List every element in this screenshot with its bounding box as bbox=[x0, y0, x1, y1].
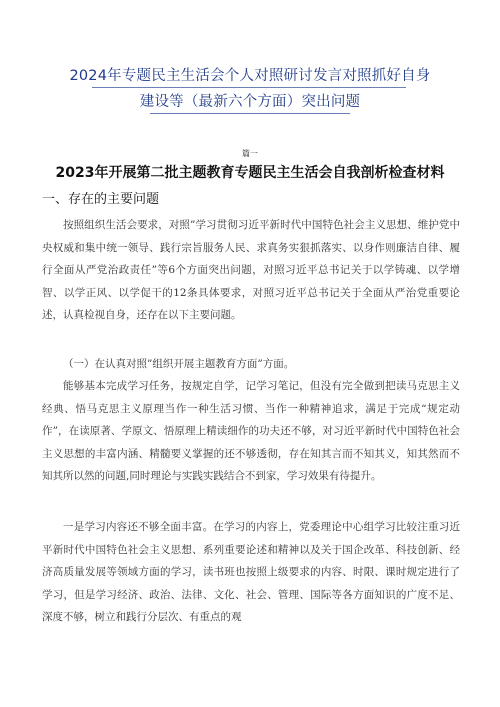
body-paragraph: 一是学习内容还不够全面丰富。在学习的内容上，党委理论中心组学习比较注重习近平新时代中国特色社会主义思想、系列重要论述和精神以及关于国企改革、科技创新、经济高质量发展等领域方面的学习，读书班也按照上级要求的内容、时限、课时规定进行了学习，但是学习经济、政治、法律、文化、社会、管理、国际等各方面知识的广度不足、深度不够，树立和践行分层次、有重点的观 bbox=[42, 521, 460, 623]
title-underline bbox=[92, 87, 406, 88]
body-paragraph: 按照组织生活会要求，对照”学习贯彻习近平新时代中国特色社会主义思想、维护党中央权威和集中统一领导、践行宗旨服务人民、求真务实狠抓落实、以身作则廉洁自律、履行全面从严党治政责任”等6个方面突出问题，对照习近平总书记关于以学铸魂、以学增智、以学正风、以学促干的12条具体要求，对照习近平总书记关于全面从严治党重要论述，认真检视自身，还存在以下主要问题。 bbox=[42, 219, 460, 321]
title-underline bbox=[150, 113, 350, 114]
document-title-line-1: 2024年专题民主生活会个人对照研讨发言对照抓好自身 bbox=[69, 68, 431, 84]
piece-label: 篇一 bbox=[242, 149, 258, 158]
main-heading: 2023年开展第二批主题教育专题民主生活会自我剖析检查材料 bbox=[55, 165, 445, 181]
body-paragraph: 能够基本完成学习任务，按规定自学，记学习笔记，但没有完全做到把读马克思主义经典、悟马克思主义原理当作一种生活习惯、当作一种精神追求，满足于完成“规定动作”，在读原著、学原文、悟原理上精读细作的功夫还不够，对习近平新时代中国特色社会主义思想的丰富内涵、精髓要义掌握的还不够透彻，存在知其言而不知其义，知其然而不知其所以然的问题,同时理论与实践实践结合不到家，学习效果有待提升。 bbox=[42, 380, 460, 482]
subsection-heading: （一）在认真对照”组织开展主题教育方面”方面。 bbox=[63, 358, 295, 370]
document-title-line-2: 建设等（最新六个方面）突出问题 bbox=[139, 94, 361, 110]
section-heading: 一、存在的主要问题 bbox=[42, 192, 160, 207]
